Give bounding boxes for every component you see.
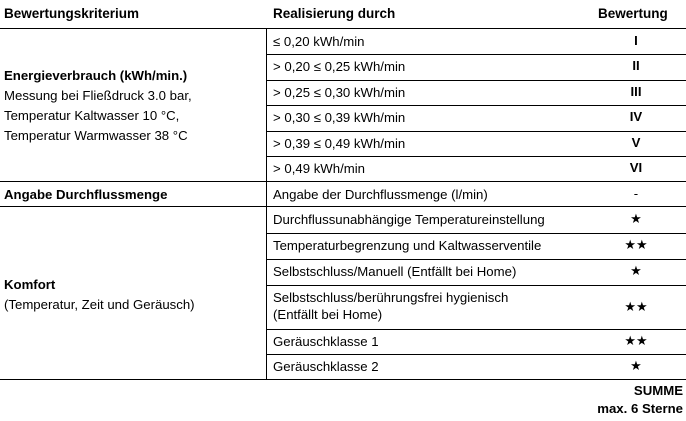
summary-title: SUMME bbox=[633, 383, 683, 398]
summary bbox=[597, 382, 683, 418]
energy-row-3-realization: > 0,25 ≤ 0,30 kWh/min bbox=[273, 85, 406, 100]
energy-row-4-realization: > 0,30 ≤ 0,39 kWh/min bbox=[273, 110, 406, 125]
comfort-row-3-realization: Selbstschluss/Manuell (Entfällt bei Home) bbox=[273, 264, 517, 279]
energy-divider bbox=[0, 181, 686, 182]
energy-criterion bbox=[4, 66, 192, 146]
energy-row-6-rating: VI bbox=[629, 160, 643, 175]
header-realization: Realisierung durch bbox=[273, 6, 396, 21]
star-icon: ★★ bbox=[624, 333, 648, 348]
energy-row-1-rating: I bbox=[634, 33, 638, 48]
energy-title: Energieverbrauch (kWh/min.) bbox=[4, 68, 188, 83]
energy-note-1: Messung bei Fließdruck 3.0 bar, bbox=[4, 88, 192, 103]
star-icon: ★★ bbox=[624, 237, 648, 252]
row-line bbox=[267, 80, 686, 81]
row-line bbox=[267, 156, 686, 157]
star-icon: ★ bbox=[630, 263, 642, 278]
flow-criterion bbox=[4, 185, 167, 205]
energy-row-2-rating: II bbox=[632, 58, 640, 73]
energy-row-2-realization: > 0,20 ≤ 0,25 kWh/min bbox=[273, 59, 406, 74]
energy-row-4-rating: IV bbox=[629, 109, 643, 124]
energy-note-2: Temperatur Kaltwasser 10 °C, bbox=[4, 108, 180, 123]
energy-row-5-rating: V bbox=[631, 135, 641, 150]
flow-divider bbox=[0, 206, 686, 207]
row-line bbox=[267, 259, 686, 260]
star-icon: ★ bbox=[630, 358, 642, 373]
row-line bbox=[267, 54, 686, 55]
energy-note-3: Temperatur Warmwasser 38 °C bbox=[4, 128, 188, 143]
comfort-row-6-realization: Geräuschklasse 2 bbox=[273, 359, 379, 374]
row-line bbox=[267, 131, 686, 132]
flow-realization: Angabe der Durchflussmenge (l/min) bbox=[273, 187, 488, 202]
row-line bbox=[267, 105, 686, 106]
comfort-divider bbox=[0, 379, 686, 380]
comfort-subtitle: (Temperatur, Zeit und Geräusch) bbox=[4, 297, 195, 312]
star-icon: ★ bbox=[630, 211, 642, 226]
energy-row-5-realization: > 0,39 ≤ 0,49 kWh/min bbox=[273, 136, 406, 151]
comfort-title: Komfort bbox=[4, 277, 56, 292]
comfort-criterion bbox=[4, 275, 195, 315]
header-rating: Bewertung bbox=[598, 6, 668, 21]
row-line bbox=[267, 233, 686, 234]
row-line bbox=[267, 285, 686, 286]
header-criterion: Bewertungskriterium bbox=[4, 6, 140, 21]
flow-title: Angabe Durchflussmenge bbox=[4, 187, 168, 202]
energy-row-6-realization: > 0,49 kWh/min bbox=[273, 161, 365, 176]
comfort-row-5-realization: Geräuschklasse 1 bbox=[273, 334, 379, 349]
row-line bbox=[267, 329, 686, 330]
header-divider bbox=[0, 28, 686, 29]
star-icon: ★★ bbox=[624, 299, 648, 314]
comfort-row-1-realization: Durchflussunabhängige Temperatureinstellung bbox=[273, 212, 545, 227]
energy-row-3-rating: III bbox=[630, 84, 642, 99]
comfort-row-2-realization: Temperaturbegrenzung und Kaltwasserventile bbox=[273, 238, 542, 253]
comfort-row-4-line-2: (Entfällt bei Home) bbox=[273, 307, 383, 322]
flow-rating: - bbox=[633, 186, 639, 201]
energy-row-1-realization: ≤ 0,20 kWh/min bbox=[273, 34, 365, 49]
summary-max: max. 6 Sterne bbox=[597, 401, 683, 416]
row-line bbox=[267, 354, 686, 355]
comfort-row-4-line-1: Selbstschluss/berührungsfrei hygienisch bbox=[273, 290, 509, 305]
comfort-row-4-realization bbox=[273, 289, 508, 323]
